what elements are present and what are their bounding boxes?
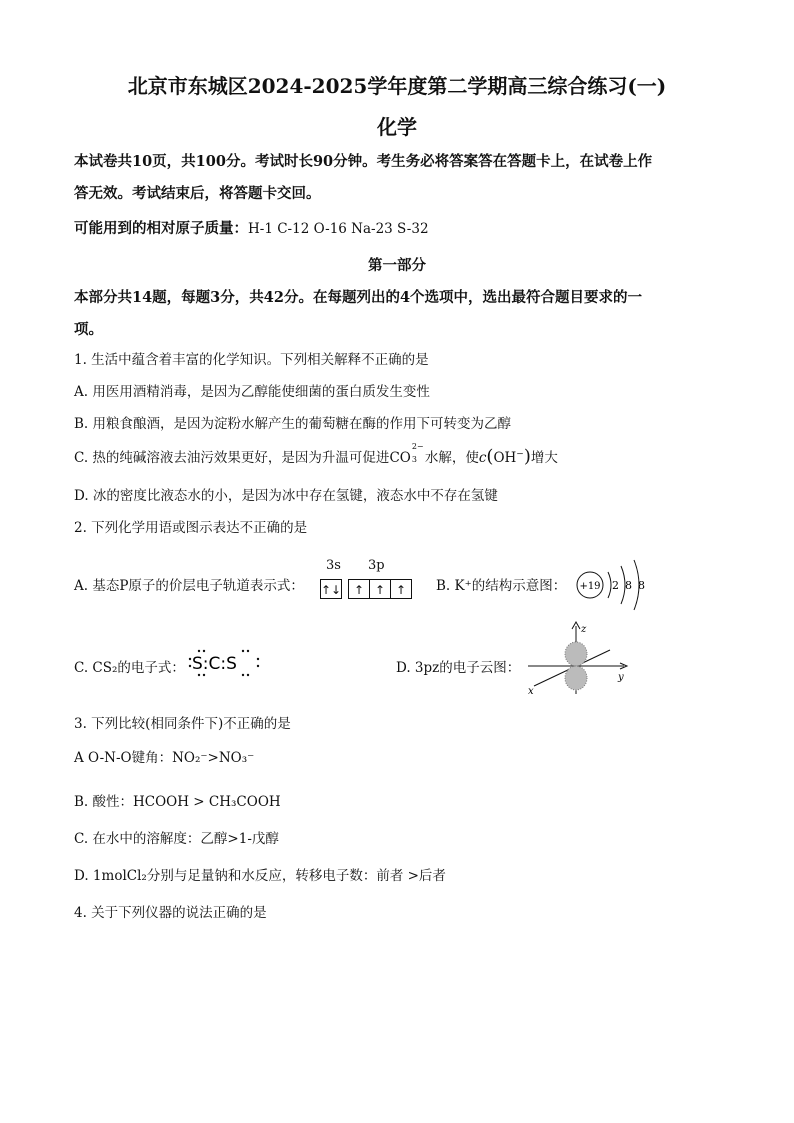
atomic-mass-values: H-1 C-12 O-16 Na-23 S-32 [248, 221, 429, 237]
atomic-mass-label: 可能用到的相对原子质量： [74, 220, 248, 237]
part1-intro-line-1: 本部分共14题，每题3分，共42分。在每题列出的4个选项中，选出最符合题目要求的一 [74, 289, 643, 306]
q2-option-b: B. K⁺的结构示意图： [436, 578, 567, 594]
q2-option-a: A. 基态P原子的价层电子轨道表示式： [74, 578, 304, 594]
orbital-3s-box [320, 578, 342, 599]
orbital-3p-boxes [348, 578, 412, 599]
q1-option-c-post: 增大 [530, 450, 558, 466]
q1-option-c-pre: C. 热的纯碱溶液去油污效果更好，是因为升温可促进 [74, 450, 390, 466]
orbital-box-3p-3: ↑ [390, 579, 412, 599]
y-label: y [618, 672, 624, 683]
q2-option-d: D. 3pz的电子云图： [396, 660, 521, 676]
orbital-box-3s: ↑↓ [320, 579, 342, 599]
orbital-box-3p-2: ↑ [369, 579, 391, 599]
q2-option-c: C. CS₂的电子式： [74, 660, 185, 676]
q3-option-c: C. 在水中的溶解度：乙醇>1-戊醇 [74, 831, 279, 847]
shell-arc-1 [608, 572, 611, 598]
q3-option-d: D. 1molCl₂分别与足量钠和水反应，转移电子数：前者 >后者 [74, 868, 446, 884]
electron-formula-text: S:C:S [192, 654, 237, 674]
subject-title: 化学 [377, 115, 417, 139]
q1-option-a: A. 用医用酒精消毒，是因为乙醇能使细菌的蛋白质发生变性 [74, 384, 430, 400]
part1-heading: 第一部分 [368, 257, 426, 274]
shell-electrons-3: 8 [638, 579, 645, 592]
orbital-box-3p-1: ↑ [348, 579, 370, 599]
cs2-electron-formula [188, 648, 268, 678]
orbital-3s-label: 3s [326, 558, 341, 573]
lower-lobe [565, 666, 587, 690]
exam-title: 北京市东城区2024-2025学年度第二学期高三综合练习(一) [127, 74, 667, 98]
potassium-ion-structure-diagram [572, 556, 652, 616]
q3-option-a: A O-N-O键角：NO₂⁻>NO₃⁻ [74, 750, 255, 766]
instructions-line-2: 答无效。考试结束后，将答题卡交回。 [74, 185, 321, 202]
part1-intro-line-2: 项。 [74, 321, 103, 338]
q4-stem: 4. 关于下列仪器的说法正确的是 [74, 905, 267, 921]
nucleus-charge: +19 [579, 581, 601, 592]
q1-option-b: B. 用粮食酿酒，是因为淀粉水解产生的葡萄糖在酶的作用下可转变为乙醇 [74, 416, 512, 432]
atomic-mass-line [74, 217, 429, 238]
z-label: z [581, 624, 587, 635]
q1-stem: 1. 生活中蕴含着丰富的化学知识。下列相关解释不正确的是 [74, 352, 429, 368]
x-label: x [528, 686, 534, 697]
shell-electrons-2: 8 [625, 579, 632, 592]
hydroxide-ion: OH [493, 450, 517, 466]
q2-stem: 2. 下列化学用语或图示表达不正确的是 [74, 520, 308, 536]
carbonate-ion [389, 442, 424, 466]
shell-electrons-1: 2 [612, 579, 619, 592]
q1-option-d: D. 冰的密度比液态水的小，是因为冰中存在氢键，液态水中不存在氢键 [74, 488, 498, 504]
q3-stem: 3. 下列比较(相同条件下)不正确的是 [74, 716, 291, 732]
3pz-electron-cloud-diagram [520, 620, 632, 698]
concentration-symbol: c [478, 450, 487, 466]
q1-option-c: C. 热的纯碱溶液去油污效果更好，是因为升温可促进CO 2− 3 水解，使c(OH−)增大 [74, 442, 558, 467]
q1-option-c-mid: 水解，使 [424, 450, 479, 466]
q3-option-b: B. 酸性：HCOOH > CH₃COOH [74, 794, 281, 810]
instructions-line-1: 本试卷共10页，共100分。考试时长90分钟。考生务必将答案答在答题卡上，在试卷上作 [74, 153, 653, 170]
carbonate-charge: 2− 3 [411, 442, 424, 464]
carbonate-formula: CO [389, 450, 411, 466]
upper-lobe [565, 642, 587, 666]
orbital-3p-label: 3p [368, 558, 385, 573]
